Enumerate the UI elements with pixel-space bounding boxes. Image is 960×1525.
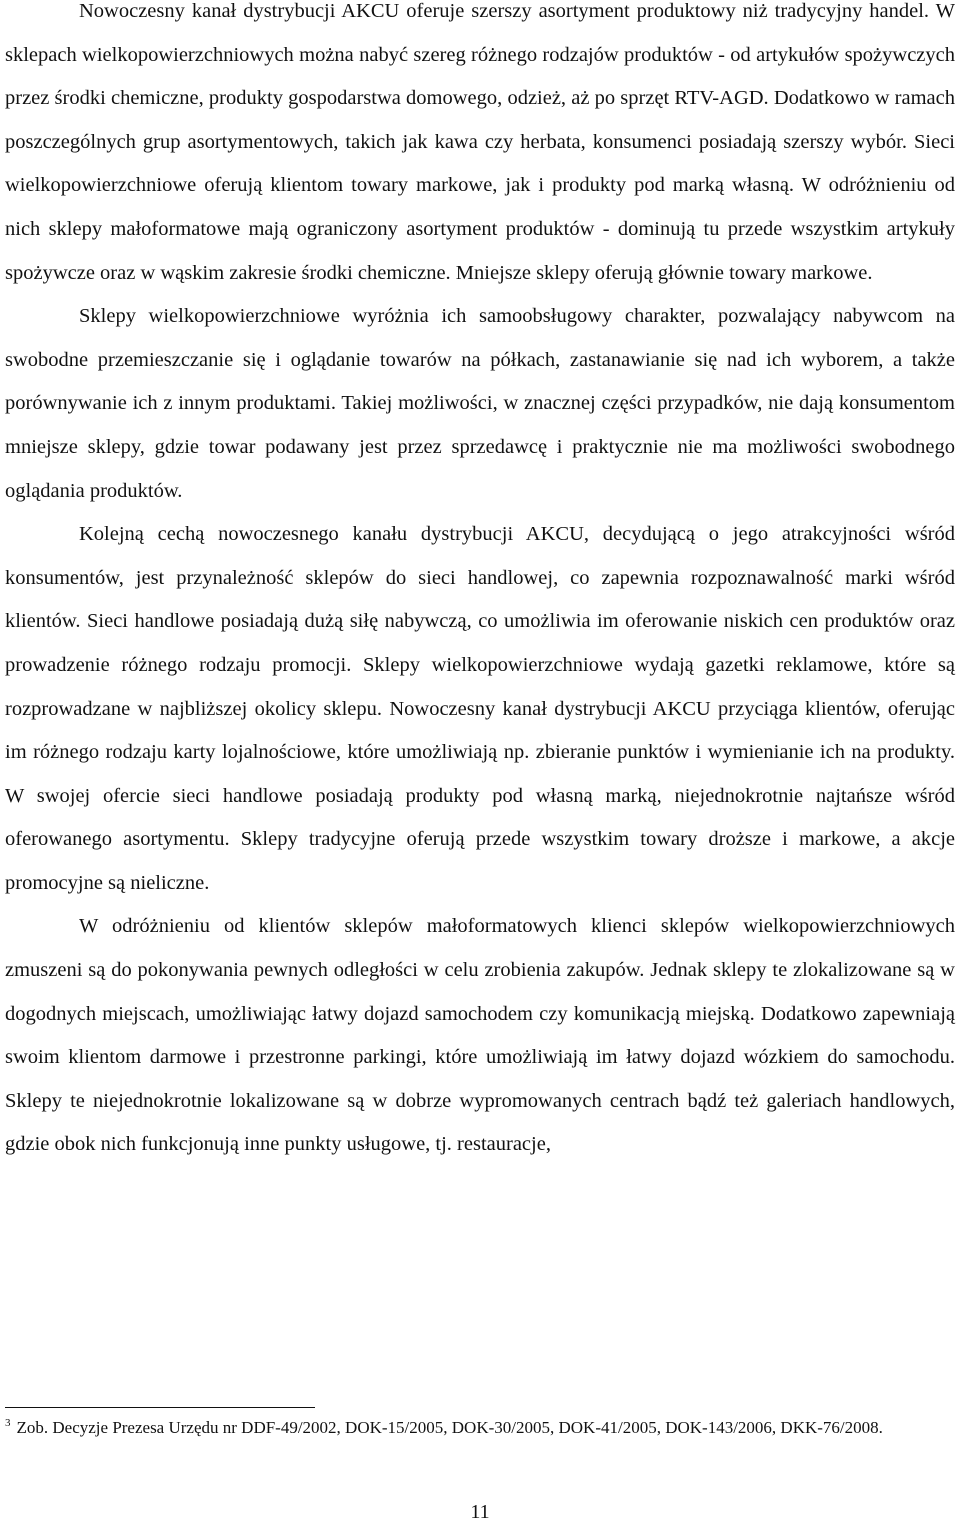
paragraph-1: Nowoczesny kanał dystrybucji AKCU oferuje szerszy asortyment produktowy niż tradycyjny handel. W sklepach wielkopowierzchniowych można nabyć szereg różnego rodzajów produktów - od artykułów spożywczych przez środki chemiczne, produkty gospodarstwa domowego, odzież, aż po sprzęt RTV-AGD. Dodatkowo w ramach poszczególnych grup asortymentowych, takich jak kawa czy herbata, konsumenci posiadają szerszy wybór. Sieci wielkopowierzchniowe oferują klientom towary markowe, jak i produkty pod marką własną. W odróżnieniu od nich sklepy małoformatowe mają ograniczony asortyment produktów - dominują tu przede wszystkim artykuły spożywcze oraz w wąskim zakresie środki chemiczne. Mniejsze sklepy oferują głównie towary markowe. xyxy=(5,0,955,284)
document-page xyxy=(5,0,955,1167)
footnote xyxy=(5,1412,955,1439)
footnote-marker: 3 xyxy=(5,1417,11,1429)
paragraph-2: Sklepy wielkopowierzchniowe wyróżnia ich samoobsługowy charakter, pozwalający nabywcom na swobodne przemieszczanie się i oglądanie towarów na półkach, zastanawianie się nad ich wyborem, a także porównywanie ich z innym produktami. Takiej możliwości, w znacznej części przypadków, nie dają konsumentom mniejsze sklepy, gdzie towar podawany jest przez sprzedawcę i praktycznie nie ma możliwości swobodnego oglądania produktów. xyxy=(5,305,955,502)
paragraph-3: Kolejną cechą nowoczesnego kanału dystrybucji AKCU, decydującą o jego atrakcyjności wśród konsumentów, jest przynależność sklepów do sieci handlowej, co zapewnia rozpoznawalność marki wśród klientów. Sieci handlowe posiadają dużą siłę nabywczą, co umożliwia im oferowanie niskich cen produktów oraz prowadzenie różnego rodzaju promocji. Sklepy wielkopowierzchniowe wydają gazetki reklamowe, które są rozprowadzane w najbliższej okolicy sklepu. Nowoczesny kanał dystrybucji AKCU przyciąga klientów, oferując im różnego rodzaju karty lojalnościowe, które umożliwiają np. zbieranie punktów i wymienianie ich na produkty. W swojej ofercie sieci handlowe posiadają produkty pod własną marką, niejednokrotnie najtańsze wśród oferowanego asortymentu. Sklepy tradycyjne oferują przede wszystkim towary droższe i markowe, a akcje promocyjne są nieliczne. xyxy=(5,523,955,894)
footnote-text: Zob. Decyzje Prezesa Urzędu nr DDF-49/2002, DOK-15/2005, DOK-30/2005, DOK-41/2005, DOK-143/2006, DKK-76/2008. xyxy=(16,1418,883,1437)
body-text xyxy=(5,0,955,1167)
footnote-divider xyxy=(5,1407,315,1408)
paragraph-4: W odróżnieniu od klientów sklepów małoformatowych klienci sklepów wielkopowierzchniowych zmuszeni są do pokonywania pewnych odległości w celu zrobienia zakupów. Jednak sklepy te zlokalizowane są w dogodnych miejscach, umożliwiając łatwy dojazd samochodem czy komunikacją miejską. Dodatkowo zapewniają swoim klientom darmowe i przestronne parkingi, które umożliwiają im łatwy dojazd wózkiem do samochodu. Sklepy te niejednokrotnie lokalizowane są w dobrze wypromowanych centrach bądź też galeriach handlowych, gdzie obok nich funkcjonują inne punkty usługowe, tj. restauracje, xyxy=(5,915,955,1156)
page-number: 11 xyxy=(470,1501,490,1523)
